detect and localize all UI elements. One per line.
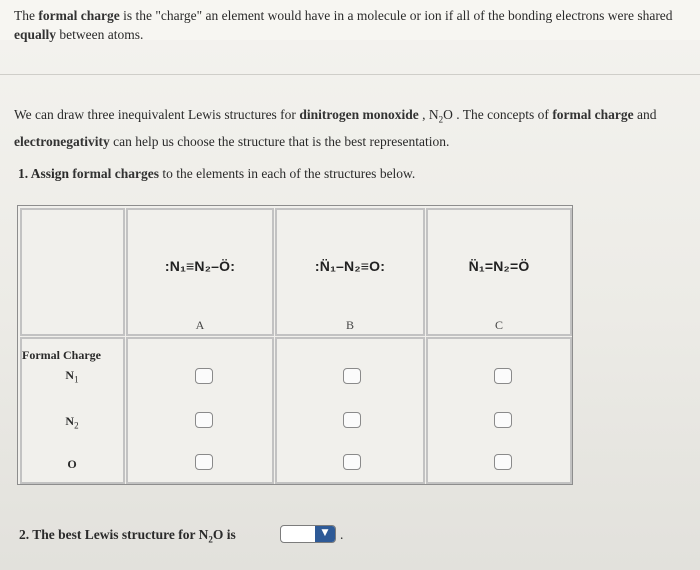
divider (0, 74, 700, 75)
input-b-n2[interactable] (343, 412, 361, 428)
input-c-n2[interactable] (494, 412, 512, 428)
input-b-o[interactable] (343, 454, 361, 470)
chevron-down-icon[interactable]: ▼ (315, 526, 335, 542)
intro-text: The formal charge is the "charge" an element would have in a molecule or ion if all of the bonding electrons were shared equally between atoms. (14, 8, 673, 42)
instructions-paragraph: We can draw three inequivalent Lewis structures for dinitrogen monoxide , $N_2O$ . The concepts of formal charge and electronegativity can help us choose the structure that is the best representation. (14, 107, 657, 149)
input-a-o[interactable] (195, 454, 213, 470)
question-2: 2. The best Lewis structure for $N_2O$ is (19, 527, 236, 545)
period: . (340, 527, 344, 542)
question-1: 1. Assign formal charges to the elements in each of the structures below. (18, 166, 416, 181)
lewis-structure-c: N̈₁=N₂=Ö (468, 258, 530, 274)
formal-charge-table (17, 205, 573, 485)
formal-charge-label: Formal Charge (22, 348, 101, 362)
input-b-n1[interactable] (343, 368, 361, 384)
input-a-n1[interactable] (195, 368, 213, 384)
structure-label-c: C (494, 318, 503, 332)
structure-cell-b (275, 208, 425, 336)
intro-panel (0, 0, 700, 40)
structure-label-b: B (345, 318, 354, 332)
structure-cell-a (126, 208, 274, 336)
input-c-o[interactable] (494, 454, 512, 470)
row-label-n2: $N_2$ (65, 414, 79, 431)
structure-cell-c (426, 208, 572, 336)
lewis-structure-a: :N₁≡N₂–Ö: (164, 258, 236, 274)
row-label-n1: $N_1$ (65, 368, 79, 385)
input-c-n1[interactable] (494, 368, 512, 384)
input-a-n2[interactable] (195, 412, 213, 428)
best-structure-dropdown[interactable] (280, 525, 336, 543)
lewis-structure-b: :N̈₁–N₂≡O: (314, 258, 386, 274)
structure-label-a: A (195, 318, 205, 332)
row-label-o: O (67, 457, 77, 471)
header-empty-cell (20, 208, 125, 336)
